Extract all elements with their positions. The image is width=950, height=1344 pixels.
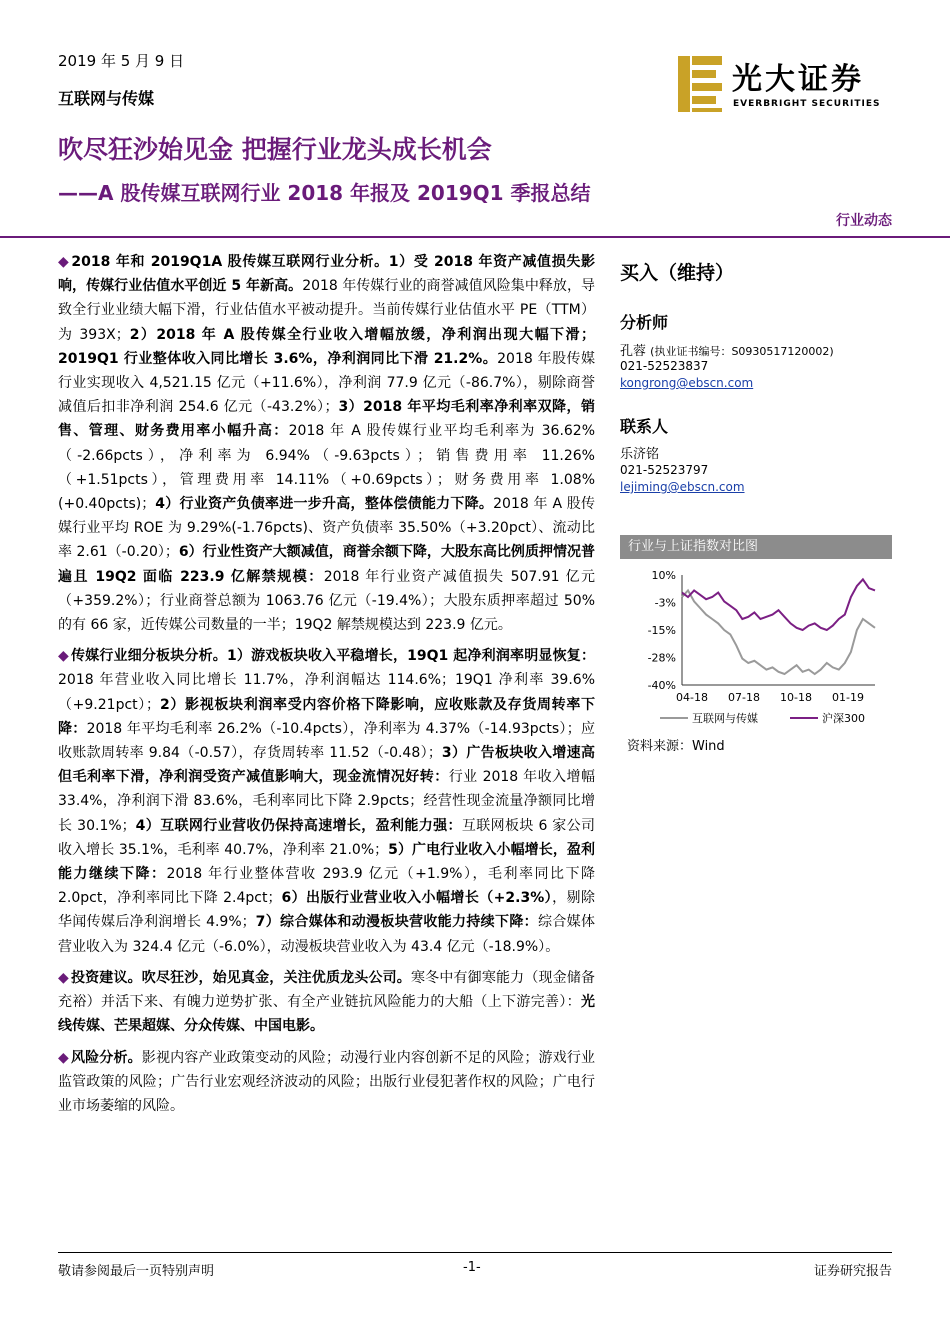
footer-report-type: 证券研究报告: [813, 1264, 892, 1279]
footer-disclaimer: 敬请参阅最后一页特别声明: [58, 1264, 215, 1279]
header-divider: [0, 236, 950, 238]
p2-text-1: 2018 年营业收入同比增长 11.7%，净利润幅达 114.6%；19Q1 净利率 39.6%（+9.21pct）；: [58, 672, 595, 713]
p4-text-1: 影视内容产业政策变动的风险；动漫行业内容创新不足的风险；游戏行业监管政策的风险；广告行业宏观经济波动的风险；出版行业侵犯著作权的风险；广电行业市场萎缩的风险。: [58, 1049, 595, 1114]
everbright-logo-icon: [678, 56, 724, 112]
p2-text-4: 互联网板块 6 家公司收入增长 35.1%，毛利率 40.7%，净利率 21.0%；: [58, 817, 595, 858]
contact-heading: 联系人: [620, 417, 669, 436]
doc-type-label: 行业动态: [836, 213, 892, 229]
y-tick-label: -28%: [647, 651, 676, 665]
paragraph-investment: [58, 966, 595, 1039]
analyst-heading: 分析师: [620, 313, 669, 332]
p1-text-5: 2018 年行业资产减值损失 507.91 亿元（+359.2%）；行业商誉总额为 1063.76 亿元（-19.4%）；大股东质押率超过 50%的有 66 家，近传媒公司数量的一半；19Q2 解禁规模达到 223.9 亿元。: [58, 568, 596, 634]
p4-bold-1: 风险分析。: [70, 1049, 142, 1066]
p2-bold-7: 7）综合媒体和动漫板块营收能力持续下降：: [255, 914, 538, 931]
x-tick-label: 04-18: [676, 691, 708, 704]
p1-lead: 2018 年和 2019Q1A 股传媒互联网行业分析。1）受 2018 年资产减值损失影响，传媒行业估值水平创近 5 年新高。: [58, 254, 595, 295]
p3-text-1: 寒冬中有御寒能力（现金储备充裕）并活下来、有魄力逆势扩张、有全产业链抗风险能力的大船（上下游完善）：: [58, 969, 596, 1011]
p1-bold-5: 6）行业性资产大额减值，商誉余额下降，大股东高比例质押情况普遍且 19Q2 面临 223.9 亿解禁规模：: [58, 544, 595, 585]
p3-bold-1: 投资建议。吹尽狂沙，始见真金，关注优质龙头公司。: [70, 969, 411, 986]
p1-bold-3: 3）2018 年平均毛利率净利率双降，销售、管理、财务费用率小幅升高：: [58, 399, 595, 440]
paragraph-segments: [58, 644, 595, 959]
chart-title: 行业与上证指数对比图: [620, 535, 892, 559]
logo-text-en: EVERBRIGHT SECURITIES: [733, 99, 881, 109]
p2-bold-3: 3）广告板块收入增速高但毛利率下滑，净利润受资产减值影响大，现金流情况好转：: [58, 745, 595, 786]
x-tick-label: 10-18: [780, 691, 812, 704]
p2-bold-6: 6）出版行业营业收入小幅增长（+2.3%）: [281, 890, 553, 907]
legend-label: 沪深300: [822, 712, 865, 725]
y-tick-label: -15%: [647, 624, 676, 637]
diamond-bullet-icon: ◆: [58, 254, 70, 270]
p1-text-4: 2018 年 A 股传媒行业平均 ROE 为 9.29%(-1.76pcts)、资产负债率 35.50%（+3.20pct）、流动比率 2.61（-0.20）；: [58, 496, 595, 561]
analyst-email-link[interactable]: kongrong@ebscn.com: [620, 376, 754, 390]
p2-text-3: 行业 2018 年收入增幅 33.4%，净利润下滑 83.6%，毛利率同比下降 2.9pcts；经营性现金流量净额同比增长 30.1%；: [58, 769, 595, 834]
p2-bold-4: 4）互联网行业营收仍保持高速增长，盈利能力强：: [135, 817, 462, 834]
p1-bold-4: 4）行业资产负债率进一步升高，整体偿债能力下降。: [155, 496, 494, 513]
series-line-2: [682, 579, 875, 630]
legend-label: 互联网与传媒: [692, 712, 758, 725]
comparison-chart: [620, 563, 892, 733]
series-line-1: [682, 590, 875, 674]
p1-text-2: 2018 年股传媒行业实现收入 4,521.15 亿元（+11.6%），净利润 77.9 亿元（-86.7%），剔除商誉减值后扣非净利润 254.6 亿元（-43.2%）；: [58, 350, 595, 416]
main-body: [58, 250, 595, 1125]
paragraph-risk: [58, 1046, 595, 1119]
p2-text-2: 2018 年平均毛利率 26.2%（-10.4pcts），净利率为 4.37%（-14.93pcts）；应收账款周转率 9.84（-0.57），存货周转率 11.52（-0.48）；: [58, 720, 595, 762]
contact-name: 乐济铭: [620, 447, 660, 462]
rating: 买入（维持）: [620, 262, 735, 284]
analyst-phone: 021-52523837: [620, 359, 709, 373]
footer-divider: [58, 1252, 892, 1253]
report-date: 2019 年 5 月 9 日: [58, 52, 185, 70]
contact-email-link[interactable]: lejiming@ebscn.com: [620, 480, 745, 494]
y-tick-label: -3%: [654, 596, 676, 610]
p2-bold-2: 2）影视板块利润率受内容价格下降影响，应收账款及存货周转率下降：: [58, 696, 595, 737]
p2-text-6: ，剔除华闻传媒后净利润增长 4.9%；: [58, 890, 595, 931]
p2-text-5: 2018 年行业整体营收 293.9 亿元（+1.9%），毛利率同比下降 2.0pct，净利率同比下降 2.4pct；: [58, 866, 596, 907]
y-tick-label: -40%: [647, 679, 676, 692]
paragraph-overview: [58, 250, 595, 637]
report-subtitle: ——A 股传媒互联网行业 2018 年报及 2019Q1 季报总结: [58, 181, 591, 205]
report-title: 吹尽狂沙始见金 把握行业龙头成长机会: [58, 135, 492, 164]
diamond-bullet-icon: ◆: [58, 1049, 69, 1066]
p3-bold-2: 光线传媒、芒果超媒、分众传媒、中国电影。: [58, 994, 595, 1035]
p1-text-3: 2018 年 A 股传媒行业平均毛利率为 36.62%（-2.66pcts），净利率为 6.94%（-9.63pcts）；销售费用率 11.26%（+1.51pcts），管理费用率 14.11%（+0.69pcts）；财务费用率 1.08%(+0.40pcts)；: [58, 423, 596, 513]
page-number: -1-: [463, 1260, 481, 1275]
analyst-cert: (执业证书编号：S0930517120002): [650, 345, 834, 358]
chart-source: 资料来源：Wind: [627, 739, 725, 754]
diamond-bullet-icon: ◆: [58, 648, 69, 665]
sector-label: 互联网与传媒: [58, 89, 155, 108]
analyst-name-line: [620, 340, 834, 359]
contact-phone: 021-52523797: [620, 463, 709, 477]
p2-bold-5: 5）广电行业收入小幅增长，盈利能力继续下降：: [58, 841, 595, 883]
p1-text-1: 2018 年传媒行业的商誉减值风险集中释放，导致全行业业绩大幅下滑，行业估值水平被动提升。当前传媒行业估值水平 PE（TTM）为 393X；: [58, 278, 595, 343]
x-tick-label: 01-19: [832, 691, 864, 704]
p1-bold-2: 2）2018 年 A 股传媒全行业收入增幅放缓，净利润出现大幅下滑；2019Q1 行业整体收入同比增长 3.6%，净利润同比下滑 21.2%。: [58, 326, 595, 367]
p2-text-7: 综合媒体营业收入为 324.4 亿元（-6.0%），动漫板块营业收入为 43.4 亿元（-18.9%）。: [58, 914, 595, 955]
x-tick-label: 07-18: [728, 691, 760, 704]
logo-text-cn: 光大证券: [732, 62, 864, 97]
y-tick-label: 10%: [651, 569, 676, 582]
p2-bold-1: 传媒行业细分板块分析。1）游戏板块收入平稳增长，19Q1 起净利润率明显恢复：: [70, 648, 595, 665]
diamond-bullet-icon: ◆: [58, 969, 69, 986]
analyst-name: 孔蓉: [620, 344, 647, 359]
